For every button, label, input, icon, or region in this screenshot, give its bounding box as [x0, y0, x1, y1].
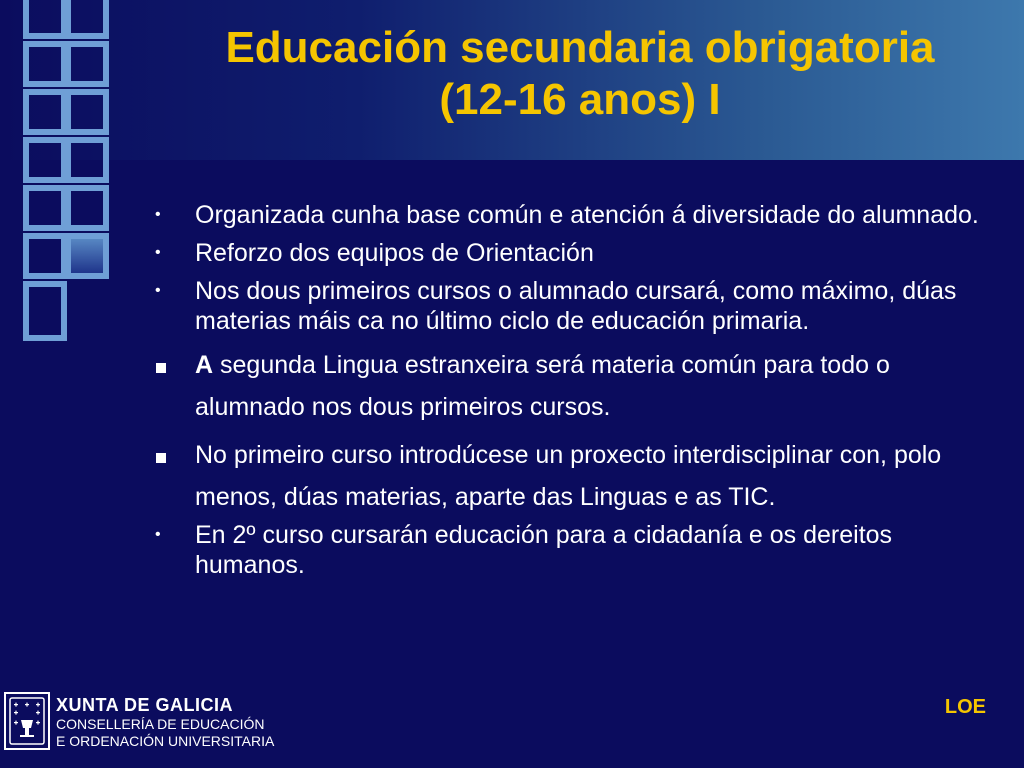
slide-title-line2: (12-16 anos) I — [439, 75, 721, 124]
bullet-item — [150, 200, 1000, 230]
bullet-dot-icon: • — [155, 244, 161, 261]
bullet-dot-icon: • — [155, 206, 161, 223]
bullet-square-icon — [150, 344, 170, 386]
bullet-list — [150, 200, 1000, 580]
bullet-text: Reforzo dos equipos de Orientación — [195, 239, 594, 267]
bullet-text: En 2º curso cursarán educación para a cidadanía e os dereitos humanos. — [195, 521, 893, 579]
footer-tag: LOE — [944, 696, 986, 718]
slide-title — [150, 22, 1010, 126]
bullet-item — [150, 276, 1000, 336]
footer-dept-line1: CONSELLERÍA DE EDUCACIÓN — [56, 716, 265, 732]
footer-org-name: XUNTA DE GALICIA — [56, 695, 233, 715]
bullet-item — [150, 434, 1000, 518]
slide-title-line1: Educación secundaria obrigatoria — [225, 23, 935, 72]
bullet-text: Nos dous primeiros cursos o alumnado cursará, como máximo, dúas materias máis ca no último ciclo de educación primaria. — [195, 277, 957, 335]
decorative-squares — [0, 0, 130, 360]
bullet-text: Organizada cunha base común e atención á diversidade do alumnado. — [195, 201, 979, 229]
footer-dept-line2: E ORDENACIÓN UNIVERSITARIA — [56, 733, 275, 749]
bullet-text: No primeiro curso introdúcese un proxecto interdisciplinar con, polo menos, dúas materias, aparte das Linguas e as TIC. — [195, 441, 942, 511]
bullet-dot-icon: • — [155, 526, 161, 543]
bullet-bold-text: A — [195, 351, 214, 379]
xunta-coat-of-arms-logo — [4, 692, 50, 750]
bullet-square-icon — [150, 434, 170, 476]
bullet-text: segunda Lingua estranxeira será materia común para todo o alumnado nos dous primeiros cursos. — [195, 351, 890, 421]
bullet-item — [150, 238, 1000, 268]
bullet-item — [150, 344, 1000, 428]
bullet-dot-icon: • — [155, 282, 161, 299]
bullet-item — [150, 520, 1000, 580]
footer-organization — [56, 694, 274, 750]
